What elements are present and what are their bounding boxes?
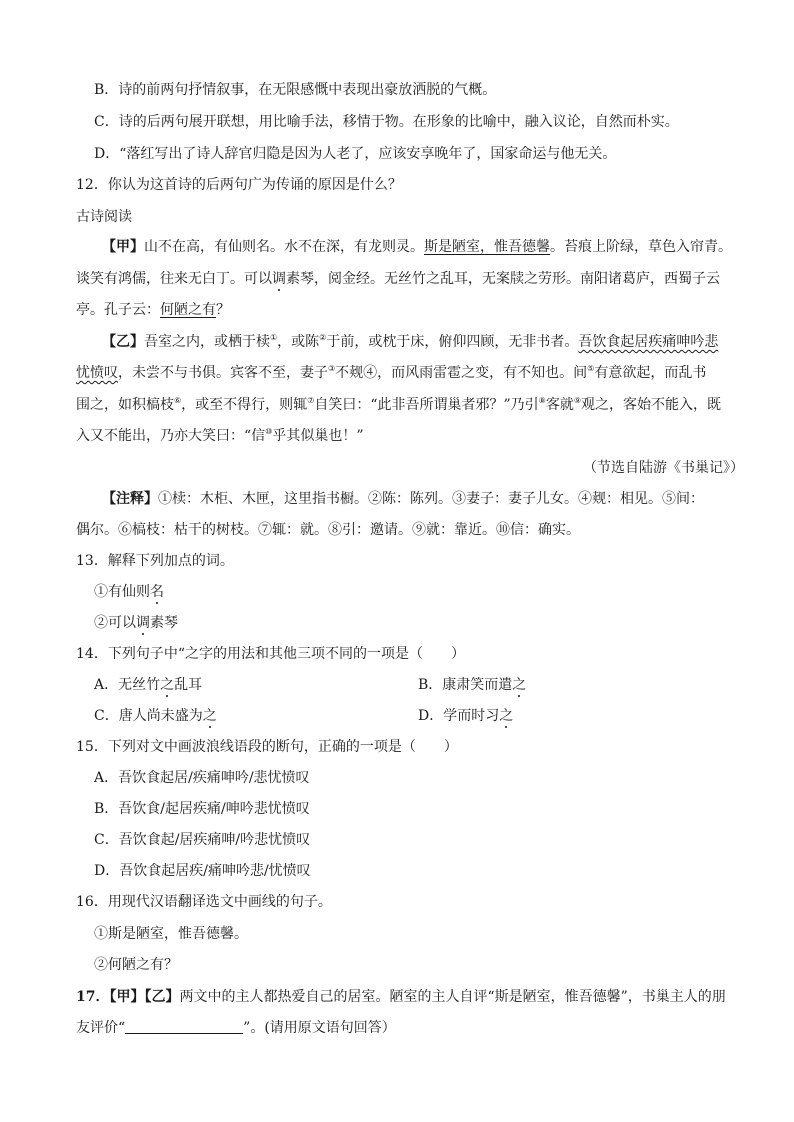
note-marker: ⑨ xyxy=(573,396,582,405)
jia-text: 谈笑有鸿儒，往来无白丁。可以 xyxy=(76,271,272,287)
yi-text: 围之，如积槁枝 xyxy=(76,397,174,413)
yi-wavy-segment: 吾饮食起居疾痛呻吟悲 xyxy=(578,334,719,350)
question-16-item-2: ②何陋之有？ xyxy=(94,957,178,973)
notes-line-1 xyxy=(102,490,704,508)
question-14-stem: 14．下列句子中“之字的用法和其他三项不同的一项是（ ） xyxy=(76,646,465,662)
yi-text: 客就 xyxy=(545,397,574,413)
question-14-option-a xyxy=(94,676,202,694)
dotted-word: 调 xyxy=(272,271,286,287)
yi-text: ，未尝不与书俱。宾客不至，妻子 xyxy=(118,365,328,381)
dotted-word: 之 xyxy=(499,708,514,724)
jia-text: 山不在高，有仙则名。水不在深，有龙则灵。 xyxy=(144,239,424,255)
note-marker: ① xyxy=(270,333,278,342)
dotted-word: 之 xyxy=(202,708,217,724)
option-text: B．康肃笑而遣 xyxy=(418,677,513,693)
note-marker: ⑤ xyxy=(587,364,595,373)
yi-line-2 xyxy=(76,364,706,382)
option-text: 乱耳 xyxy=(174,677,203,693)
question-15-option-a: A．吾饮食起居/疾痛呻吟/悲忧愤叹 xyxy=(94,770,310,786)
question-16-stem: 16．用现代汉语翻译选文中画线的句子。 xyxy=(76,894,332,910)
jia-text: ？ xyxy=(216,302,230,318)
note-marker: ⑦ xyxy=(307,396,315,405)
yi-text: 吾室之内，或栖于椟 xyxy=(144,334,270,350)
answer-blank[interactable] xyxy=(125,1019,243,1034)
yi-text: 观之，客始不能入，既 xyxy=(581,397,722,413)
jia-line-3 xyxy=(76,301,230,319)
jia-text: 亭。孔子云： xyxy=(76,302,160,318)
note-marker: ⑩ xyxy=(265,427,273,436)
yi-wavy-segment: 忧愤叹 xyxy=(76,365,118,381)
question-12: 12．你认为这首诗的后两句广为传诵的原因是什么？ xyxy=(76,177,402,193)
yi-source: （节选自陆游《书巢记》） xyxy=(583,460,744,476)
q11-option-b: B．诗的前两句抒情叙事，在无限感慨中表现出豪放洒脱的气概。 xyxy=(94,82,497,98)
jia-tag: 【甲】 xyxy=(102,239,144,255)
option-text: D．学而时习 xyxy=(418,708,500,724)
dotted-word: 调 xyxy=(136,615,150,631)
question-14-option-d xyxy=(418,707,513,725)
yi-text: 乎其似巢也！” xyxy=(272,428,364,444)
question-13-item-2 xyxy=(94,614,178,632)
yi-text: ，或至不得行，则辄 xyxy=(181,397,308,413)
question-17-text: ”。(请用原文语句回答） xyxy=(243,1020,396,1036)
question-16-item-1: ①斯是陋室，惟吾德馨。 xyxy=(94,926,248,942)
notes-line-2: 偶尔。⑥槁枝：枯干的树枝。⑦辄：就。⑧引：邀请。⑨就：靠近。⑩信：确实。 xyxy=(76,522,580,538)
note-marker: ⑥ xyxy=(174,396,182,405)
question-15-option-d: D．吾饮食起居疾/痛呻吟悲/忧愤叹 xyxy=(94,863,311,879)
section-title: 古诗阅读 xyxy=(76,209,132,225)
item-text: 素琴 xyxy=(150,615,178,631)
option-text: C．唐人尚未盛为 xyxy=(94,708,203,724)
yi-line-4 xyxy=(76,427,364,445)
yi-line-3 xyxy=(76,396,721,414)
dotted-word: 之 xyxy=(160,677,175,693)
jia-underlined-question: 何陋之有 xyxy=(160,302,216,318)
question-15-option-b: B．吾饮食/起居疾痛/呻吟悲忧愤叹 xyxy=(94,801,310,817)
question-17-line-2 xyxy=(76,1019,396,1037)
note-marker: ⑧ xyxy=(538,396,546,405)
dotted-word: 名 xyxy=(150,584,164,600)
notes-tag: 【注释】 xyxy=(102,491,158,507)
question-15-option-c: C．吾饮食起/居疾痛呻/吟悲忧愤叹 xyxy=(94,832,311,848)
question-14-option-c xyxy=(94,707,217,725)
jia-text: 素琴，阅金经。无丝竹之乱耳，无案牍之劳形。南阳诸葛庐，西蜀子云 xyxy=(286,271,720,287)
note-marker: ③ xyxy=(328,364,336,373)
jia-line-2 xyxy=(76,270,720,288)
item-text: ②可以 xyxy=(94,615,136,631)
yi-text: 自笑曰：“此非吾所谓巢者邪？”乃引 xyxy=(314,397,539,413)
question-17-tag: 17．【甲】【乙】 xyxy=(76,989,180,1005)
yi-text: 有意欲起，而乱书 xyxy=(594,365,707,381)
note-marker: ② xyxy=(319,333,327,342)
q11-option-c: C．诗的后两句展开联想，用比喻手法，移情于物。在形象的比喻中，融入议论，自然而朴实。 xyxy=(94,114,679,130)
yi-line-1 xyxy=(102,333,718,351)
jia-text: 。苔痕上阶绿，草色入帘青。 xyxy=(550,239,732,255)
yi-tag: 【乙】 xyxy=(102,334,144,350)
question-14-option-b xyxy=(418,676,526,694)
question-15-stem: 15．下列对文中画波浪线语段的断句，正确的一项是（ ） xyxy=(76,739,458,755)
q11-option-d: D．“落红写出了诗人辞官归隐是因为人老了，应该安享晚年了，国家命运与他无关。 xyxy=(94,146,617,162)
question-13-item-1 xyxy=(94,583,164,601)
option-text: A．无丝竹 xyxy=(94,677,161,693)
item-text: ①有仙则 xyxy=(94,584,150,600)
question-17-line-1 xyxy=(76,988,726,1006)
yi-text: ，或陈 xyxy=(277,334,320,350)
yi-text: 不觌④，而风雨雷雹之变，有不知也。间 xyxy=(335,365,588,381)
question-17-text: 两文中的主人都热爱自己的居室。陋室的主人自评“斯是陋室，惟吾德馨”，书巢主人的朋 xyxy=(179,989,726,1005)
jia-line-1 xyxy=(102,238,732,256)
yi-text: 入又不能出，乃亦大笑曰：“信 xyxy=(76,428,266,444)
yi-text: 于前，或枕于床，俯仰四顾，无非书者。 xyxy=(326,334,579,350)
question-17-text: 友评价“ xyxy=(76,1020,126,1036)
jia-underlined-sentence: 斯是陋室，惟吾德馨 xyxy=(424,239,550,255)
dotted-word: 之 xyxy=(512,677,527,693)
notes-text: ①椟：木柜、木匣，这里指书橱。②陈：陈列。③妻子：妻子儿女。④觌：相见。⑤间： xyxy=(158,491,704,507)
question-13-stem: 13．解释下列加点的词。 xyxy=(76,553,234,569)
